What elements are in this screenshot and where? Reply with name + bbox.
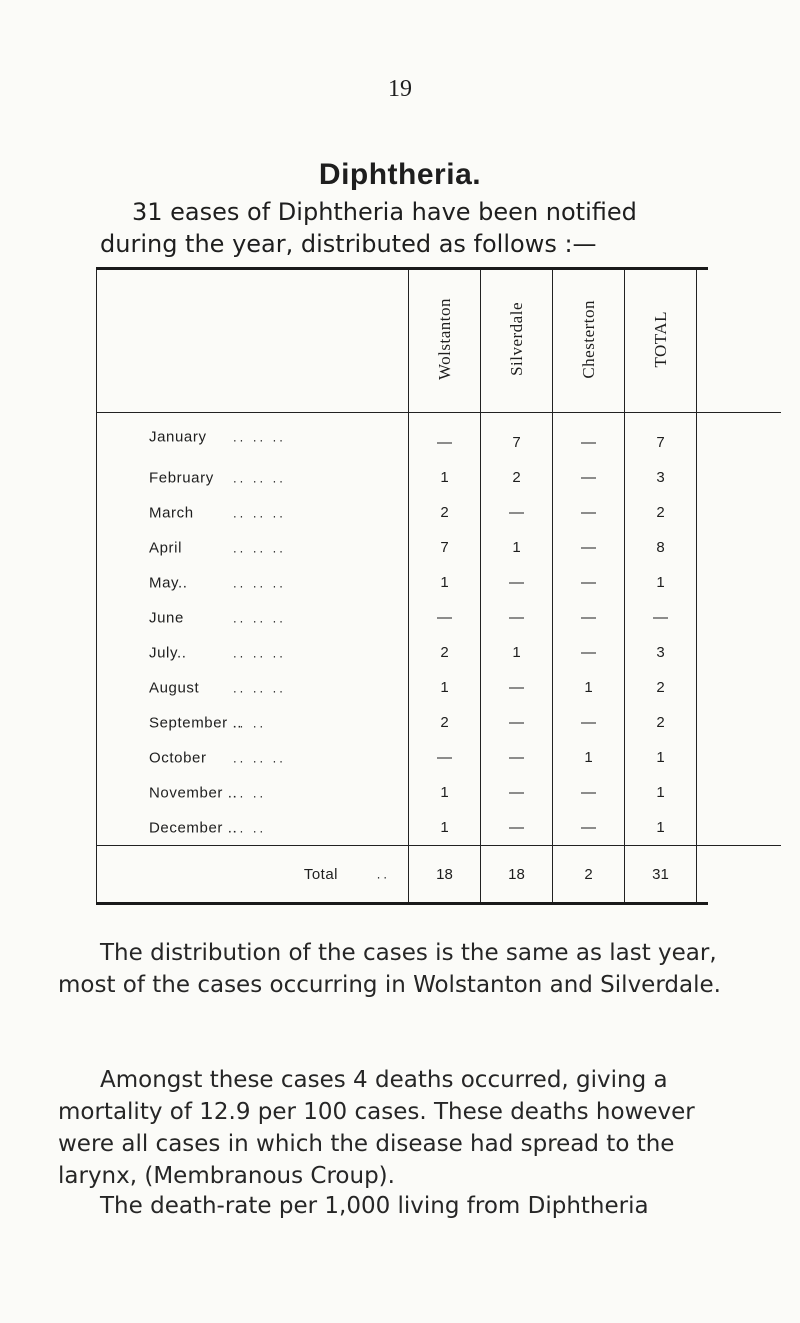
intro-paragraph: 31 eases of Diphtheria have been notified during the year, distributed as follows :— [100, 198, 637, 258]
cell-silverdale: 7 [481, 413, 553, 461]
paragraph-mortality: Amongst these cases 4 deaths occurred, giving a mortality of 12.9 per 100 cases. These deaths however were all cases in which the disease had spread to the larynx, (Membranous Croup). [58, 1067, 695, 1189]
table-header-row [97, 270, 781, 413]
cell-chesterton: — [553, 635, 625, 670]
month-name: February [149, 469, 214, 486]
blank-cell [697, 530, 781, 565]
leader-dots: .. .. .. [233, 610, 286, 625]
month-cell [97, 600, 409, 635]
table-row [97, 530, 781, 565]
table-row [97, 635, 781, 670]
total-wolstanton: 18 [409, 846, 481, 903]
leader-dots: .. .. [233, 715, 267, 730]
cell-wolstanton: — [409, 740, 481, 775]
cell-total: — [625, 600, 697, 635]
cell-chesterton: — [553, 530, 625, 565]
cell-total: 8 [625, 530, 697, 565]
total-silverdale: 18 [481, 846, 553, 903]
cases-by-month-table [96, 270, 781, 902]
blank-cell [697, 670, 781, 705]
column-header-silverdale: Silverdale [481, 270, 553, 413]
total-chesterton: 2 [553, 846, 625, 903]
total-row [97, 846, 781, 903]
column-header-chesterton: Chesterton [553, 270, 625, 413]
month-name: June [149, 609, 184, 626]
cell-total: 3 [625, 635, 697, 670]
paragraph-death-rate: The death-rate per 1,000 living from Diphtheria [100, 1193, 649, 1219]
leader-dots: .. .. .. [233, 540, 286, 555]
blank-column-header [697, 270, 781, 413]
month-name: April [149, 539, 183, 556]
table-row [97, 565, 781, 600]
table-row [97, 740, 781, 775]
month-name: March [149, 504, 194, 521]
cell-chesterton: — [553, 460, 625, 495]
cell-silverdale: — [481, 495, 553, 530]
column-header-total: TOTAL [625, 270, 697, 413]
cell-silverdale: — [481, 600, 553, 635]
cell-wolstanton: 1 [409, 810, 481, 846]
total-grand: 31 [625, 846, 697, 903]
leader-dots: .. .. .. [233, 429, 286, 444]
leader-dots: .. .. .. [233, 505, 286, 520]
cell-chesterton: — [553, 775, 625, 810]
cell-silverdale: — [481, 775, 553, 810]
month-name: October [149, 749, 207, 766]
cell-chesterton: 1 [553, 670, 625, 705]
leader-dots: .. .. .. [233, 680, 286, 695]
cell-chesterton: — [553, 413, 625, 461]
blank-cell [697, 565, 781, 600]
month-cell [97, 460, 409, 495]
leader-dots: .. .. .. [233, 750, 286, 765]
blank-cell [697, 810, 781, 846]
cell-chesterton: — [553, 810, 625, 846]
cell-total: 1 [625, 565, 697, 600]
cell-total: 1 [625, 740, 697, 775]
leader-dots: .. .. .. [233, 470, 286, 485]
blank-cell [697, 495, 781, 530]
cell-silverdale: 2 [481, 460, 553, 495]
total-blank-cell [697, 846, 781, 903]
cell-silverdale: — [481, 670, 553, 705]
cell-silverdale: — [481, 810, 553, 846]
cell-silverdale: 1 [481, 635, 553, 670]
month-cell [97, 413, 409, 461]
cell-total: 3 [625, 460, 697, 495]
cell-chesterton: — [553, 565, 625, 600]
table-row [97, 670, 781, 705]
cell-chesterton: — [553, 495, 625, 530]
paragraph-distribution: The distribution of the cases is the same as last year, most of the cases occurring in Wolstanton and Silverdale. [58, 940, 721, 998]
total-label-cell: Total .. [97, 846, 409, 903]
table-row [97, 413, 781, 461]
blank-cell [697, 600, 781, 635]
month-cell [97, 810, 409, 846]
page-number: 19 [388, 76, 412, 102]
cell-wolstanton: 1 [409, 460, 481, 495]
month-cell [97, 670, 409, 705]
cell-wolstanton: — [409, 413, 481, 461]
blank-cell [697, 705, 781, 740]
month-cell [97, 635, 409, 670]
blank-cell [697, 740, 781, 775]
cell-chesterton: — [553, 705, 625, 740]
table-row [97, 705, 781, 740]
cell-total: 7 [625, 413, 697, 461]
cell-chesterton: — [553, 600, 625, 635]
cell-silverdale: 1 [481, 530, 553, 565]
cell-silverdale: — [481, 565, 553, 600]
table-row [97, 460, 781, 495]
month-cell [97, 705, 409, 740]
cell-wolstanton: 7 [409, 530, 481, 565]
leader-dots: .. .. .. [233, 575, 286, 590]
cell-wolstanton: 1 [409, 565, 481, 600]
cell-wolstanton: 2 [409, 635, 481, 670]
month-cell [97, 565, 409, 600]
blank-cell [697, 413, 781, 461]
month-cell [97, 495, 409, 530]
month-name: January [149, 428, 207, 445]
cell-wolstanton: — [409, 600, 481, 635]
table-row [97, 600, 781, 635]
leader-dots: .. .. .. [233, 645, 286, 660]
diphtheria-table [96, 267, 708, 905]
month-name: August [149, 679, 200, 696]
cell-total: 2 [625, 705, 697, 740]
cell-total: 2 [625, 670, 697, 705]
cell-chesterton: 1 [553, 740, 625, 775]
month-name: November .. [149, 784, 238, 801]
cell-wolstanton: 2 [409, 705, 481, 740]
month-column-header [97, 270, 409, 413]
month-name: May.. [149, 574, 188, 591]
table-row [97, 810, 781, 846]
month-name: December .. [149, 819, 238, 836]
cell-total: 2 [625, 495, 697, 530]
leader-dots: .. .. [233, 785, 267, 800]
cell-total: 1 [625, 810, 697, 846]
cell-wolstanton: 1 [409, 670, 481, 705]
cell-wolstanton: 2 [409, 495, 481, 530]
column-header-wolstanton: Wolstanton [409, 270, 481, 413]
blank-cell [697, 775, 781, 810]
cell-total: 1 [625, 775, 697, 810]
cell-silverdale: — [481, 740, 553, 775]
section-title: Diphtheria. [318, 158, 482, 191]
month-cell [97, 775, 409, 810]
table-row [97, 495, 781, 530]
blank-cell [697, 460, 781, 495]
table-row [97, 775, 781, 810]
cell-silverdale: — [481, 705, 553, 740]
blank-cell [697, 635, 781, 670]
month-name: July.. [149, 644, 187, 661]
leader-dots: .. .. [233, 820, 267, 835]
month-cell [97, 740, 409, 775]
month-cell [97, 530, 409, 565]
cell-wolstanton: 1 [409, 775, 481, 810]
month-name: September .. [149, 714, 243, 731]
